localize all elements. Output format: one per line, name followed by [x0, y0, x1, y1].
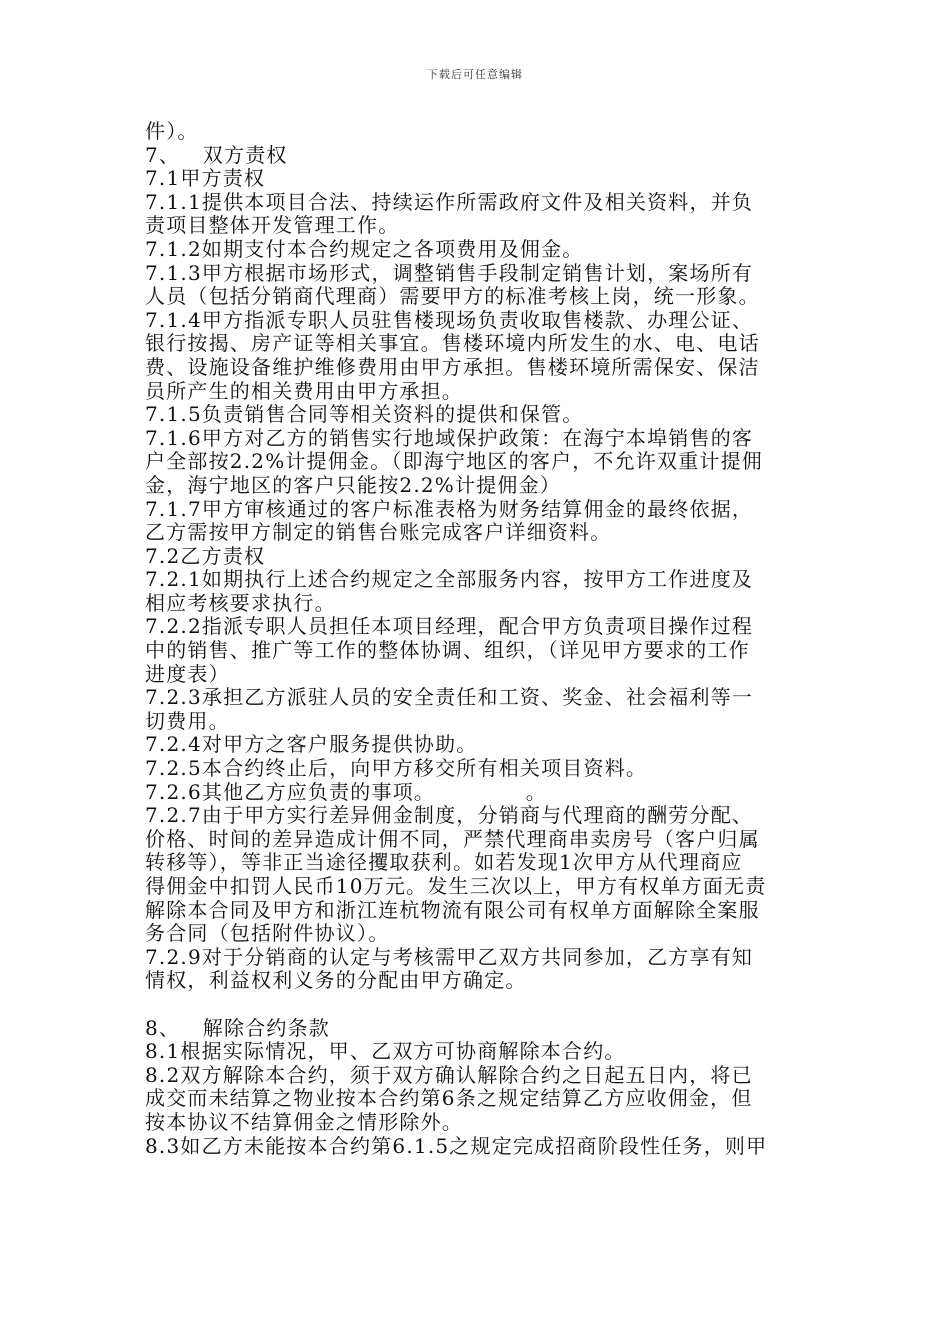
text-line: 7、 双方责权 — [145, 142, 288, 167]
text-line: 7.1.1提供本项目合法、持续运作所需政府文件及相关资料，并负 — [145, 189, 754, 214]
text-line: 得佣金中扣罚人民币10万元。发生三次以上，甲方有权单方面无责 — [145, 874, 767, 898]
text-line: 8、 解除合约条款 — [145, 1015, 330, 1040]
text-line: 人员（包括分销商代理商）需要甲方的标准考核上岗，统一形象。 — [145, 284, 760, 309]
text-line: 情权，利益权利义务的分配由甲方确定。 — [145, 968, 527, 993]
text-line: 乙方需按甲方制定的销售台账完成客户详细资料。 — [145, 520, 612, 545]
text-line: 7.2.4对甲方之客户服务提供协助。 — [145, 732, 478, 757]
text-line: 进度表） — [145, 661, 230, 686]
text-line: 责项目整体开发管理工作。 — [145, 213, 400, 238]
text-line: 8.3如乙方未能按本合约第6.1.5之规定完成招商阶段性任务，则甲 — [145, 1133, 768, 1158]
text-line: 户全部按2.2%计提佣金。（即海宁地区的客户，不允许双重计提佣 — [145, 449, 764, 474]
text-line: 相应考核要求执行。 — [145, 590, 336, 615]
text-line: 7.1甲方责权 — [145, 166, 266, 191]
text-line: 8.1根据实际情况，甲、乙双方可协商解除本合约。 — [145, 1039, 626, 1064]
document-body — [145, 120, 810, 1158]
text-line: 件）。 — [145, 119, 199, 143]
text-line: 切费用。 — [145, 708, 230, 733]
text-line: 员所产生的相关费用由甲方承担。 — [145, 378, 463, 403]
text-line: 7.2.9对于分销商的认定与考核需甲乙双方共同参加，乙方享有知 — [145, 944, 754, 969]
text-line: 7.2.1如期执行上述合约规定之全部服务内容，按甲方工作进度及 — [145, 567, 754, 592]
text-line: 7.1.2如期支付本合约规定之各项费用及佣金。 — [145, 236, 584, 261]
text-line: 7.1.7甲方审核通过的客户标准表格为财务结算佣金的最终依据， — [145, 496, 754, 521]
text-line: 按本协议不结算佣金之情形除外。 — [145, 1109, 463, 1134]
text-line: 7.2乙方责权 — [145, 543, 266, 568]
text-line: 转移等），等非正当途径攫取获利。如若发现1次甲方从代理商应 — [145, 850, 743, 875]
text-line: 7.1.5负责销售合同等相关资料的提供和保管。 — [145, 402, 584, 427]
text-line: 7.1.3甲方根据市场形式，调整销售手段制定销售计划，案场所有 — [145, 260, 754, 285]
text-line: 7.1.6甲方对乙方的销售实行地域保护政策：在海宁本埠销售的客 — [145, 425, 754, 450]
text-line: 7.2.3承担乙方派驻人员的安全责任和工资、奖金、社会福利等一 — [145, 685, 754, 710]
text-line: 7.2.6其他乙方应负责的事项。 。 — [145, 779, 547, 804]
blank-line — [145, 993, 810, 1017]
text-line: 银行按揭、房产证等相关事宜。售楼环境内所发生的水、电、电话 — [145, 331, 760, 356]
page-header: 下载后可任意编辑 — [427, 68, 523, 81]
text-line: 价格、时间的差异造成计佣不同，严禁代理商串卖房号（客户归属 — [145, 826, 760, 851]
text-line: 解除本合同及甲方和浙江连杭物流有限公司有权单方面解除全案服 — [145, 897, 760, 922]
text-line: 7.2.7由于甲方实行差异佣金制度，分销商与代理商的酬劳分配、 — [145, 803, 754, 828]
text-line: 成交而未结算之物业按本合约第6条之规定结算乙方应收佣金，但 — [145, 1086, 753, 1111]
text-line: 7.2.2指派专职人员担任本项目经理，配合甲方负责项目操作过程 — [145, 614, 754, 639]
text-line: 务合同（包括附件协议）。 — [145, 921, 390, 946]
text-line: 费、设施设备维护维修费用由甲方承担。售楼环境所需保安、保洁 — [145, 354, 760, 379]
text-line: 7.2.5本合约终止后，向甲方移交所有相关项目资料。 — [145, 756, 648, 781]
text-line: 金，海宁地区的客户只能按2.2%计提佣金） — [145, 472, 562, 497]
text-line: 7.1.4甲方指派专职人员驻售楼现场负责收取售楼款、办理公证、 — [145, 307, 754, 332]
text-line: 8.2双方解除本合约，须于双方确认解除合约之日起五日内，将已 — [145, 1062, 753, 1087]
text-line: 中的销售、推广等工作的整体协调、组织，（详见甲方要求的工作 — [145, 638, 750, 663]
